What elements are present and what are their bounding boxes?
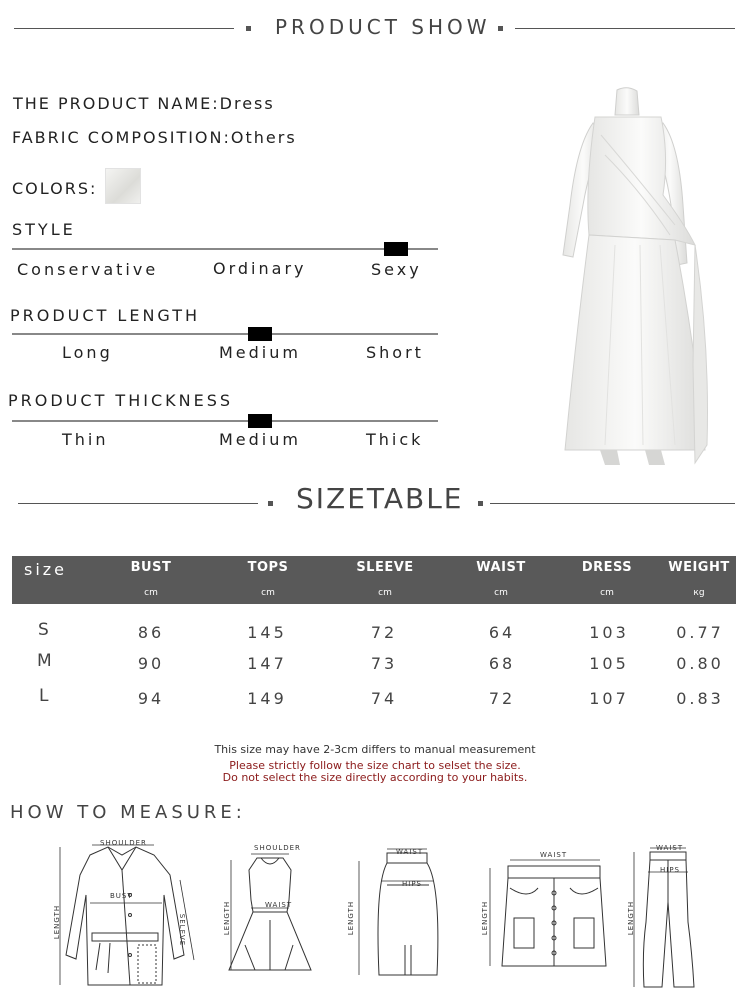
thickness-option-medium: Medium bbox=[219, 430, 301, 449]
style-option-sexy: Sexy bbox=[371, 260, 422, 279]
sizetable-dot-left bbox=[268, 501, 273, 506]
col-header-sleeve: SLEEVE bbox=[356, 560, 414, 575]
value-cell: 147 bbox=[247, 654, 287, 673]
jacket-bust-label: BUST bbox=[110, 892, 133, 900]
length-option-short: Short bbox=[366, 343, 424, 362]
length-option-long: Long bbox=[62, 343, 113, 362]
sizetable-dot-right bbox=[478, 501, 483, 506]
header-rule-right bbox=[515, 28, 735, 29]
size-cell: M bbox=[37, 651, 52, 671]
header-dot-left bbox=[246, 26, 251, 31]
style-label: STYLE bbox=[12, 220, 76, 239]
jacket-shoulder-label: SHOULDER bbox=[100, 839, 147, 847]
size-column-header: size bbox=[24, 560, 68, 579]
col-unit-tops: cm bbox=[261, 588, 275, 598]
col-unit-sleeve: cm bbox=[378, 588, 392, 598]
denim-skirt-waist-label: WAIST bbox=[540, 851, 568, 859]
value-cell: 145 bbox=[247, 623, 287, 642]
length-label: PRODUCT LENGTH bbox=[10, 306, 201, 325]
product-name: THE PRODUCT NAME:Dress bbox=[13, 94, 275, 113]
skirt-length-label: LENGTH bbox=[347, 900, 356, 936]
thickness-option-thick: Thick bbox=[366, 430, 424, 449]
sizetable-title: SIZETABLE bbox=[296, 482, 464, 515]
value-cell: 107 bbox=[589, 689, 629, 708]
fabric-value: Others bbox=[230, 128, 297, 147]
thickness-option-thin: Thin bbox=[62, 430, 109, 449]
note-not-by-habit: Do not select the size directly according to your habits. bbox=[222, 771, 528, 784]
dress-measure-sketch bbox=[225, 850, 315, 985]
jacket-sleeve-label: SELEVE bbox=[178, 913, 187, 947]
header-rule-left bbox=[14, 28, 234, 29]
dress-length-label: LENGTH bbox=[223, 900, 232, 936]
jacket-length-label: LENGTH bbox=[53, 904, 62, 940]
value-cell: 86 bbox=[137, 623, 165, 642]
value-cell: 73 bbox=[370, 654, 398, 673]
pants-hips-label: HIPS bbox=[660, 866, 680, 874]
product-show-title: PRODUCT SHOW bbox=[275, 15, 491, 39]
col-unit-bust: cm bbox=[144, 588, 158, 598]
thickness-label: PRODUCT THICKNESS bbox=[8, 391, 233, 410]
dress-product-photo bbox=[545, 85, 725, 470]
value-cell: 149 bbox=[247, 689, 287, 708]
col-header-weight: WEIGHT bbox=[668, 560, 730, 575]
col-header-waist: WAIST bbox=[476, 560, 526, 575]
value-cell: 94 bbox=[137, 689, 165, 708]
denim-skirt-measure-sketch bbox=[480, 848, 610, 978]
note-follow-size-chart: Please strictly follow the size chart to selset the size. bbox=[229, 759, 521, 772]
sizetable-rule-right bbox=[490, 503, 735, 504]
value-cell: 68 bbox=[488, 654, 516, 673]
size-cell: S bbox=[38, 620, 49, 640]
skirt-waist-label: WAIST bbox=[396, 848, 424, 856]
table-row bbox=[0, 620, 750, 644]
value-cell: 90 bbox=[137, 654, 165, 673]
thickness-marker bbox=[248, 414, 272, 428]
col-header-dress: DRESS bbox=[581, 560, 633, 575]
fabric-label: FABRIC COMPOSITION: bbox=[12, 128, 231, 147]
fabric-composition bbox=[12, 128, 297, 147]
thickness-scale-line bbox=[12, 420, 438, 422]
skirt-measure-sketch bbox=[345, 845, 445, 985]
value-cell: 72 bbox=[488, 689, 516, 708]
value-cell: 0.83 bbox=[676, 689, 724, 708]
col-unit-weight: кg bbox=[693, 588, 705, 598]
value-cell: 74 bbox=[370, 689, 398, 708]
value-cell: 0.77 bbox=[676, 623, 724, 642]
value-cell: 64 bbox=[488, 623, 516, 642]
color-swatch-white[interactable] bbox=[105, 168, 141, 204]
denim-skirt-length-label: LENGTH bbox=[481, 900, 490, 936]
value-cell: 72 bbox=[370, 623, 398, 642]
dress-shoulder-label: SHOULDER bbox=[254, 844, 301, 852]
length-scale-line bbox=[12, 333, 438, 335]
sizetable-rule-left bbox=[18, 503, 258, 504]
style-option-conservative: Conservative bbox=[17, 260, 159, 279]
skirt-hips-label: HIPS bbox=[402, 880, 422, 888]
style-option-ordinary: Ordinary bbox=[213, 259, 307, 278]
col-unit-dress: cm bbox=[600, 588, 614, 598]
col-header-tops: TOPS bbox=[247, 560, 289, 575]
pants-waist-label: WAIST bbox=[656, 844, 684, 852]
size-cell: L bbox=[39, 686, 49, 706]
style-marker bbox=[384, 242, 408, 256]
note-measurement-difference: This size may have 2-3cm differs to manual measurement bbox=[214, 743, 536, 756]
dress-waist-label: WAIST bbox=[265, 901, 293, 909]
header-dot-right bbox=[498, 26, 503, 31]
size-table-header bbox=[12, 556, 736, 604]
length-option-medium: Medium bbox=[219, 343, 301, 362]
value-cell: 103 bbox=[589, 623, 629, 642]
col-header-bust: BUST bbox=[130, 560, 172, 575]
style-scale-line bbox=[12, 248, 438, 250]
table-row bbox=[0, 686, 750, 710]
colors-label: COLORS: bbox=[12, 179, 98, 198]
table-row bbox=[0, 651, 750, 675]
how-to-measure-title: HOW TO MEASURE: bbox=[10, 802, 246, 823]
value-cell: 0.80 bbox=[676, 654, 724, 673]
value-cell: 105 bbox=[589, 654, 629, 673]
col-unit-waist: cm bbox=[494, 588, 508, 598]
pants-length-label: LENGTH bbox=[627, 900, 636, 936]
length-marker bbox=[248, 327, 272, 341]
